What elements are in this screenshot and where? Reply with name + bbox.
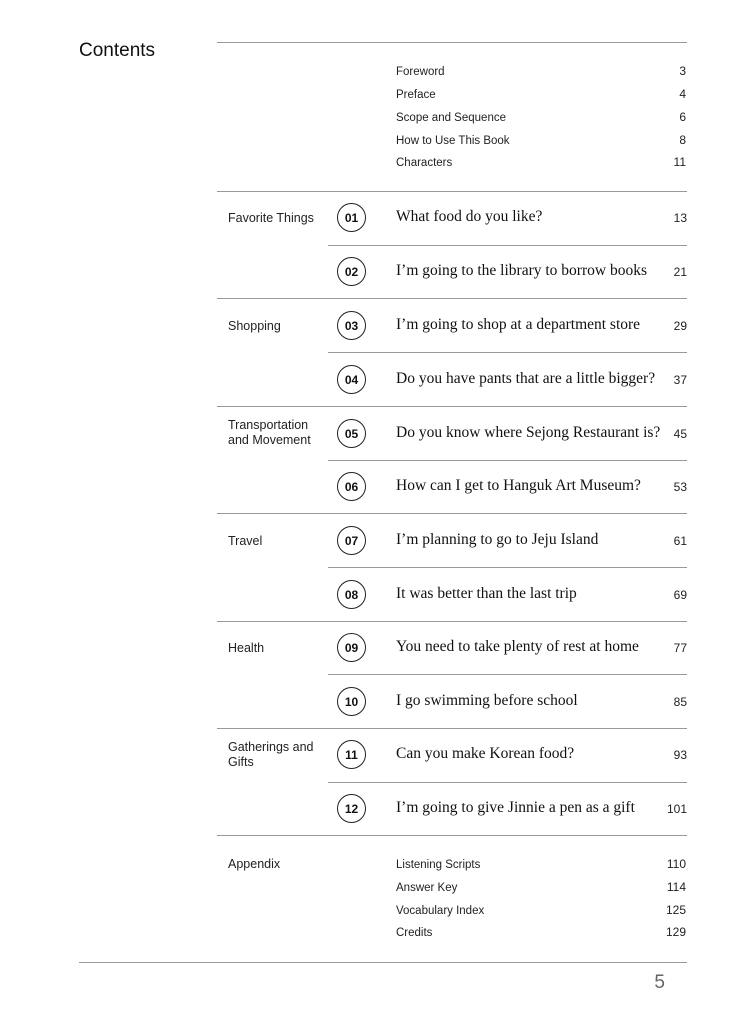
toc-front-page: 4 — [679, 87, 686, 101]
unit-number-badge: 08 — [337, 580, 366, 609]
theme-label: Transportation and Movement — [228, 418, 311, 447]
unit-number-badge: 02 — [337, 257, 366, 286]
toc-front-label: Characters — [396, 157, 453, 169]
toc-front-item[interactable] — [396, 66, 686, 86]
unit-title-link[interactable]: I’m going to the library to borrow books — [396, 262, 647, 279]
footer-divider — [79, 962, 687, 963]
unit-number-badge: 10 — [337, 687, 366, 716]
theme-label: Shopping — [228, 319, 281, 333]
unit-divider — [328, 782, 687, 783]
theme-label: Gatherings and Gifts — [228, 740, 314, 769]
unit-title-link[interactable]: It was better than the last trip — [396, 585, 577, 602]
theme-label: Travel — [228, 534, 263, 548]
unit-title-link[interactable]: What food do you like? — [396, 208, 543, 225]
unit-number-badge: 09 — [337, 633, 366, 662]
unit-page-number: 13 — [673, 211, 687, 225]
section-divider — [217, 621, 687, 622]
unit-number-badge: 06 — [337, 472, 366, 501]
toc-appendix-item[interactable] — [396, 927, 686, 947]
unit-number-badge: 03 — [337, 311, 366, 340]
section-divider — [217, 835, 687, 836]
unit-page-number: 69 — [673, 588, 687, 602]
unit-number-badge: 12 — [337, 794, 366, 823]
toc-front-label: How to Use This Book — [396, 135, 510, 147]
section-divider — [217, 298, 687, 299]
unit-title-link[interactable]: You need to take plenty of rest at home — [396, 638, 639, 655]
toc-appendix-item[interactable] — [396, 859, 686, 879]
theme-label: Health — [228, 641, 265, 655]
toc-appendix-item[interactable] — [396, 905, 686, 925]
unit-divider — [328, 567, 687, 568]
toc-appendix-label: Vocabulary Index — [396, 905, 485, 917]
page-title: Contents — [79, 40, 156, 61]
unit-title-link[interactable]: How can I get to Hanguk Art Museum? — [396, 477, 641, 494]
toc-appendix-item[interactable] — [396, 882, 686, 902]
unit-title-link[interactable]: I’m going to shop at a department store — [396, 316, 641, 333]
toc-front-page: 3 — [679, 64, 686, 78]
toc-appendix-label: Credits — [396, 927, 433, 939]
unit-number-badge: 05 — [337, 419, 366, 448]
toc-appendix-label: Listening Scripts — [396, 859, 481, 871]
toc-front-page: 8 — [679, 133, 686, 147]
unit-title-link[interactable]: Do you have pants that are a little bigger? — [396, 370, 656, 387]
toc-front-label: Preface — [396, 89, 436, 101]
toc-appendix-page: 129 — [665, 925, 686, 939]
toc-front-item[interactable] — [396, 89, 686, 109]
unit-title-link[interactable]: I’m planning to go to Jeju Island — [396, 531, 599, 548]
toc-front-item[interactable] — [396, 157, 686, 177]
unit-page-number: 21 — [673, 265, 687, 279]
toc-appendix-label: Answer Key — [396, 882, 458, 894]
unit-page-number: 29 — [673, 319, 687, 333]
section-divider — [217, 513, 687, 514]
section-divider — [217, 728, 687, 729]
toc-appendix-page: 110 — [666, 857, 686, 871]
theme-label: Favorite Things — [228, 211, 314, 225]
section-divider — [217, 406, 687, 407]
toc-front-label: Scope and Sequence — [396, 112, 506, 124]
unit-page-number: 101 — [666, 802, 687, 816]
toc-front-item[interactable] — [396, 112, 686, 132]
toc-appendix-page: 125 — [665, 903, 686, 917]
unit-page-number: 53 — [673, 480, 687, 494]
unit-number-badge: 04 — [337, 365, 366, 394]
toc-appendix-page: 114 — [666, 880, 686, 894]
appendix-label: Appendix — [228, 857, 281, 871]
unit-divider — [328, 245, 687, 246]
section-divider — [217, 191, 687, 192]
unit-divider — [328, 460, 687, 461]
unit-title-link[interactable]: I go swimming before school — [396, 692, 578, 709]
unit-title-link[interactable]: Do you know where Sejong Restaurant is? — [396, 424, 661, 441]
unit-title-link[interactable]: Can you make Korean food? — [396, 745, 575, 762]
unit-page-number: 61 — [673, 534, 687, 548]
divider — [217, 42, 687, 43]
toc-front-item[interactable] — [396, 135, 686, 155]
toc-front-page: 6 — [679, 110, 686, 124]
unit-divider — [328, 674, 687, 675]
unit-title-link[interactable]: I’m going to give Jinnie a pen as a gift — [396, 799, 635, 816]
unit-number-badge: 11 — [337, 740, 366, 769]
unit-page-number: 45 — [673, 427, 687, 441]
page-number: 5 — [654, 972, 665, 993]
unit-number-badge: 01 — [337, 203, 366, 232]
unit-number-badge: 07 — [337, 526, 366, 555]
unit-page-number: 77 — [673, 641, 687, 655]
unit-page-number: 37 — [673, 373, 687, 387]
toc-front-page: 11 — [673, 155, 686, 169]
toc-front-label: Foreword — [396, 66, 445, 78]
unit-divider — [328, 352, 687, 353]
unit-page-number: 93 — [673, 748, 687, 762]
unit-page-number: 85 — [673, 695, 687, 709]
